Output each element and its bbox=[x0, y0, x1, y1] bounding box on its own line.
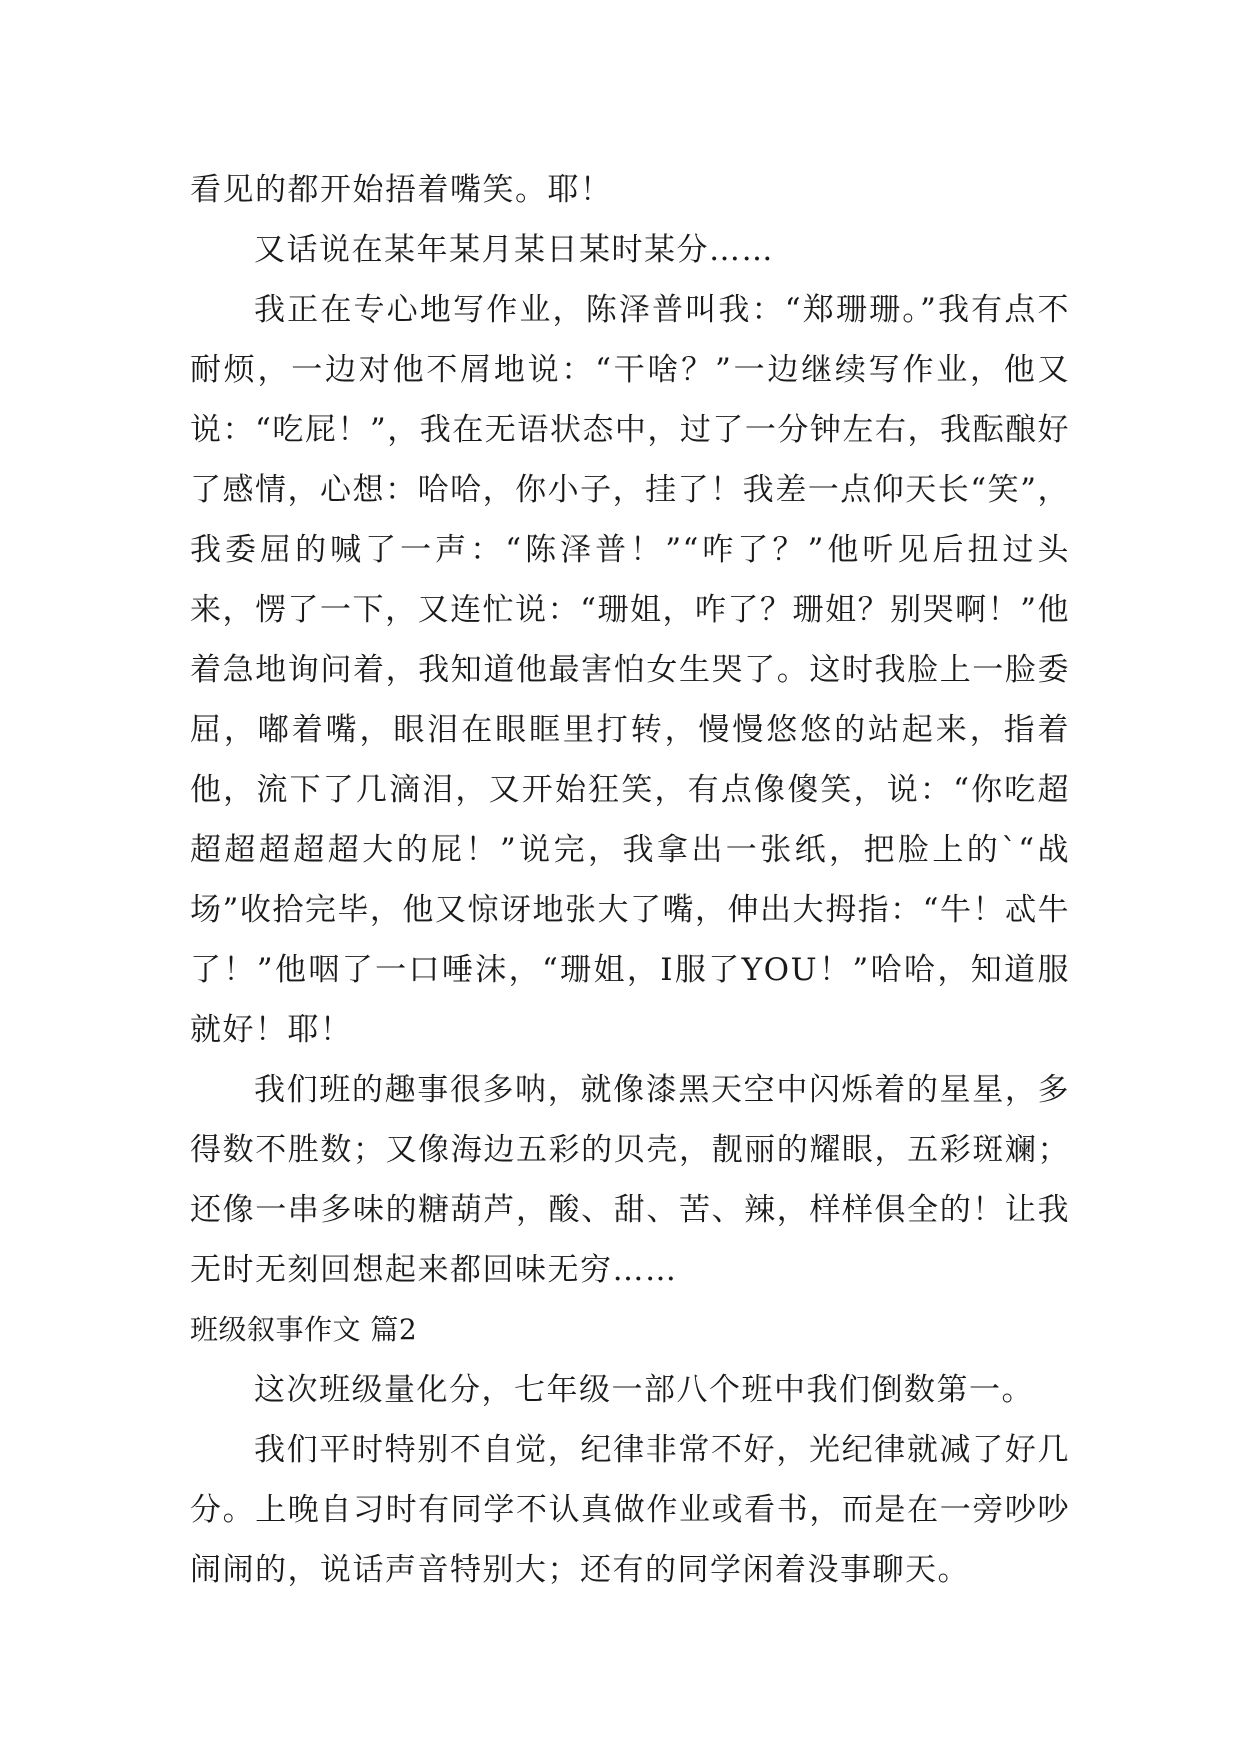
paragraph-4: 我们班的趣事很多呐，就像漆黑天空中闪烁着的星星，多得数不胜数；又像海边五彩的贝壳，靓丽的耀眼，五彩斑斓；还像一串多味的糖葫芦，酸、甜、苦、辣，样样俱全的！让我无时无刻回想起来都回味无穷…… bbox=[190, 1072, 1070, 1288]
paragraph-1: 看见的都开始捂着嘴笑。耶！ bbox=[190, 172, 613, 208]
paragraph-3: 我正在专心地写作业，陈泽普叫我：“郑珊珊。”我有点不耐烦，一边对他不屑地说：“干啥？”一边继续写作业，他又说：“吃屁！”，我在无语状态中，过了一分钟左右，我酝酿好了感情，心想：哈哈，你小子，挂了！我差一点仰天长“笑”，我委屈的喊了一声：“陈泽普！”“咋了？”他听见后扭过头来，愣了一下，又连忙说：“珊姐，咋了？珊姐？别哭啊！”他着急地询问着，我知道他最害怕女生哭了。这时我脸上一脸委屈，嘟着嘴，眼泪在眼眶里打转，慢慢悠悠的站起来，指着他，流下了几滴泪，又开始狂笑，有点像傻笑，说：“你吃超超超超超超大的屁！”说完，我拿出一张纸，把脸上的`“战场”收拾完毕，他又惊讶地张大了嘴，伸出大拇指：“牛！忒牛了！”他咽了一口唾沫，“珊姐，I服了YOU！”哈哈，知道服就好！耶！ bbox=[190, 292, 1070, 1048]
section-heading: 班级叙事作文 篇2 bbox=[190, 1313, 418, 1346]
paragraph-5: 这次班级量化分，七年级一部八个班中我们倒数第一。 bbox=[254, 1372, 1034, 1408]
document-body bbox=[190, 160, 1070, 1600]
paragraph-2: 又话说在某年某月某日某时某分…… bbox=[254, 232, 774, 268]
paragraph-6: 我们平时特别不自觉，纪律非常不好，光纪律就减了好几分。上晚自习时有同学不认真做作业或看书，而是在一旁吵吵闹闹的，说话声音特别大；还有的同学闲着没事聊天。 bbox=[190, 1432, 1070, 1588]
